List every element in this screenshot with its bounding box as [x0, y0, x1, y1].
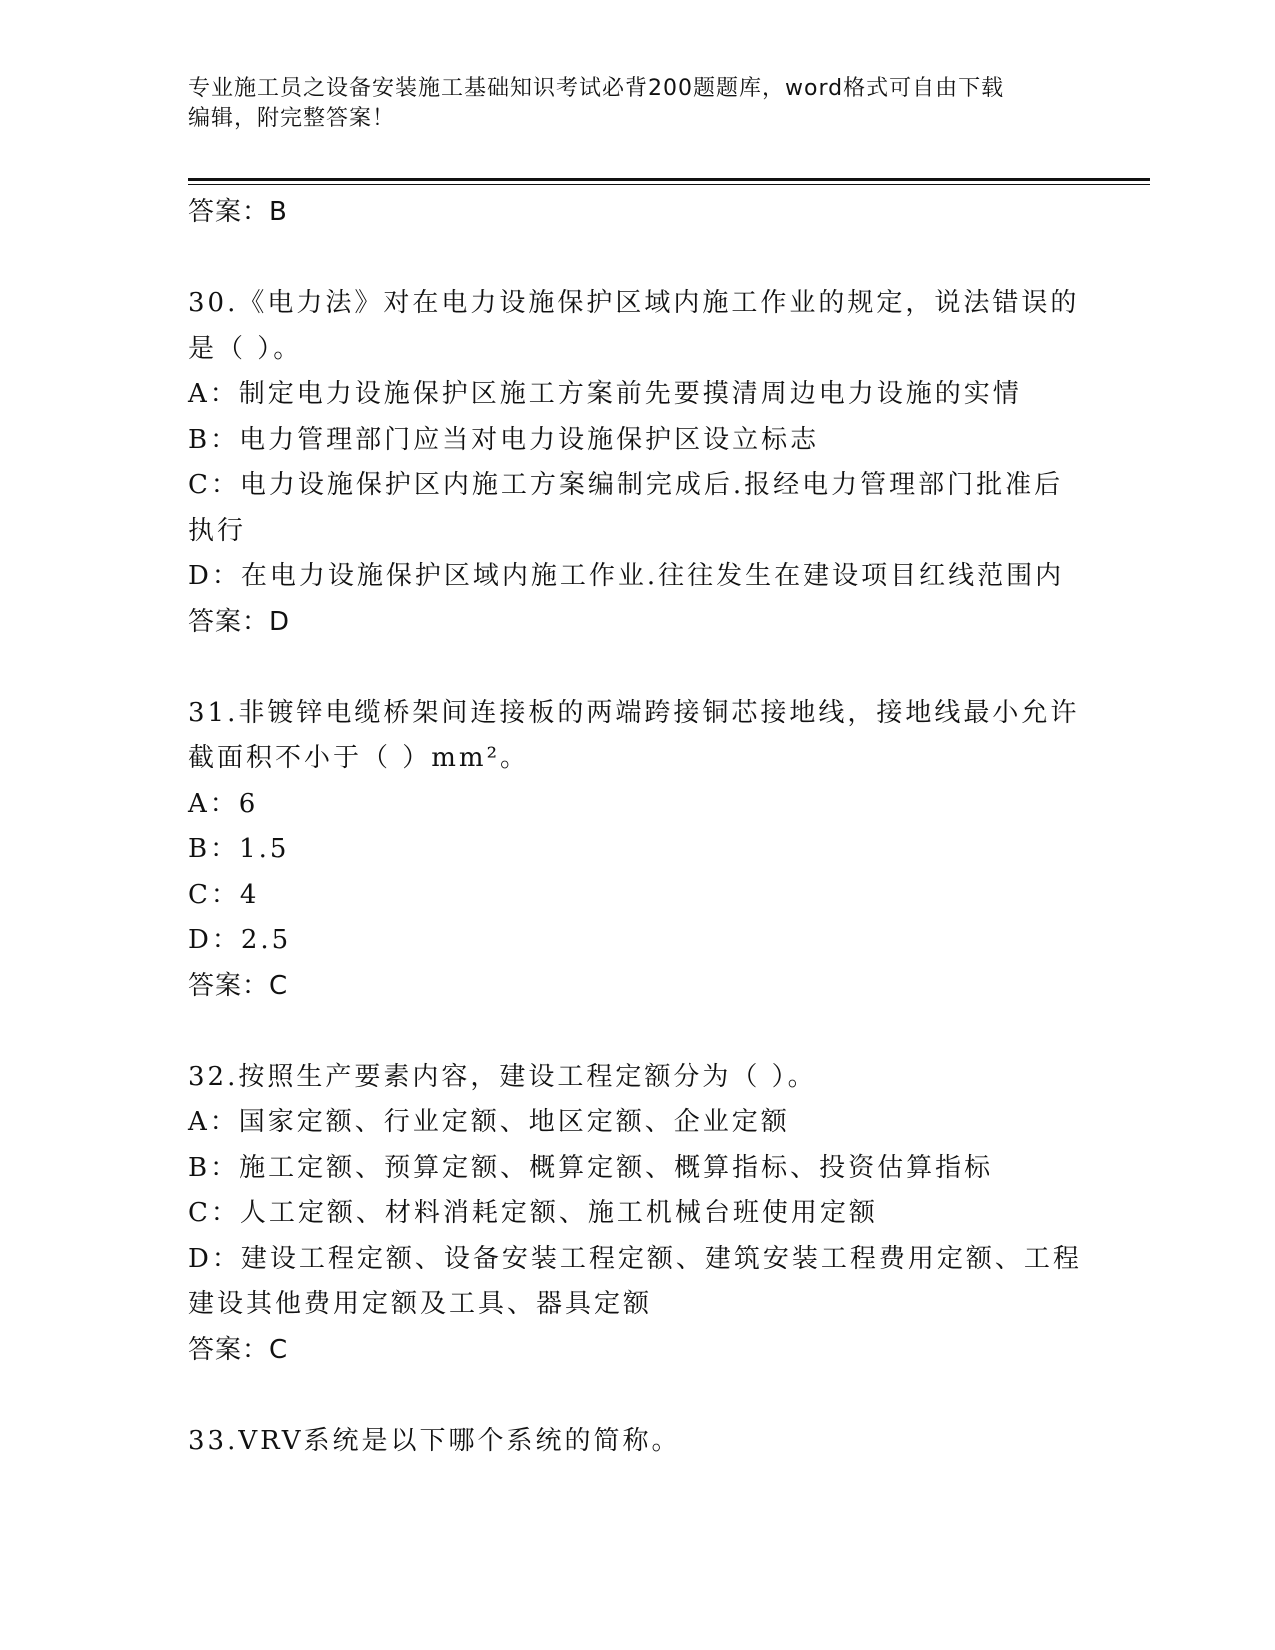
option-d: D：2.5: [188, 925, 292, 955]
question-stem: 30.《电力法》对在电力设施保护区域内施工作业的规定，说法错误的: [188, 288, 1080, 318]
question-stem: 是（ ）。: [188, 333, 303, 364]
question-stem: 32.按照生产要素内容，建设工程定额分为（ ）。: [188, 1061, 817, 1092]
question-32: [188, 1055, 1088, 1374]
option-a: A：制定电力设施保护区施工方案前先要摸清周边电力设施的实情: [188, 379, 1022, 409]
question-30: [188, 281, 1088, 645]
option-a: A：6: [188, 788, 259, 819]
spacer: [188, 1009, 1088, 1055]
answer: 答案：C: [188, 1334, 289, 1365]
document-header: [188, 74, 1068, 134]
document-body: [188, 190, 1088, 1464]
question-stem: 截面积不小于（ ）mm²。: [188, 743, 529, 773]
option-c: C：电力设施保护区内施工方案编制完成后.报经电力管理部门批准后: [188, 470, 1064, 500]
option-a: A：国家定额、行业定额、地区定额、企业定额: [188, 1107, 790, 1137]
option-d: D：建设工程定额、设备安装工程定额、建筑安装工程费用定额、工程: [188, 1243, 1082, 1274]
answer: 答案：C: [188, 970, 289, 1001]
header-rule-thick: [188, 178, 1150, 181]
option-d: 建设其他费用定额及工具、器具定额: [188, 1289, 653, 1319]
header-line-2: 编辑，附完整答案！: [188, 106, 396, 131]
question-33: [188, 1419, 1088, 1465]
header-rule-thin: [188, 184, 1150, 185]
answer: 答案：D: [188, 606, 291, 637]
question-stem: 33.VRV系统是以下哪个系统的简称。: [188, 1425, 681, 1456]
option-b: B：电力管理部门应当对电力设施保护区设立标志: [188, 424, 820, 455]
option-c: 执行: [188, 515, 247, 546]
option-b: B：施工定额、预算定额、概算定额、概算指标、投资估算指标: [188, 1152, 994, 1183]
header-line-1: 专业施工员之设备安装施工基础知识考试必背200题题库，word格式可自由下载: [188, 76, 1005, 101]
option-d: D：在电力设施保护区域内施工作业.往往发生在建设项目红线范围内: [188, 561, 1065, 591]
question-31: [188, 691, 1088, 1010]
option-b: B：1.5: [188, 834, 290, 864]
option-c: C：人工定额、材料消耗定额、施工机械台班使用定额: [188, 1198, 878, 1228]
spacer: [188, 645, 1088, 691]
spacer: [188, 236, 1088, 282]
question-stem: 31.非镀锌电缆桥架间连接板的两端跨接铜芯接地线，接地线最小允许: [188, 697, 1080, 728]
spacer: [188, 1373, 1088, 1419]
option-c: C：4: [188, 879, 260, 910]
answer-previous: 答案：B: [188, 197, 288, 227]
